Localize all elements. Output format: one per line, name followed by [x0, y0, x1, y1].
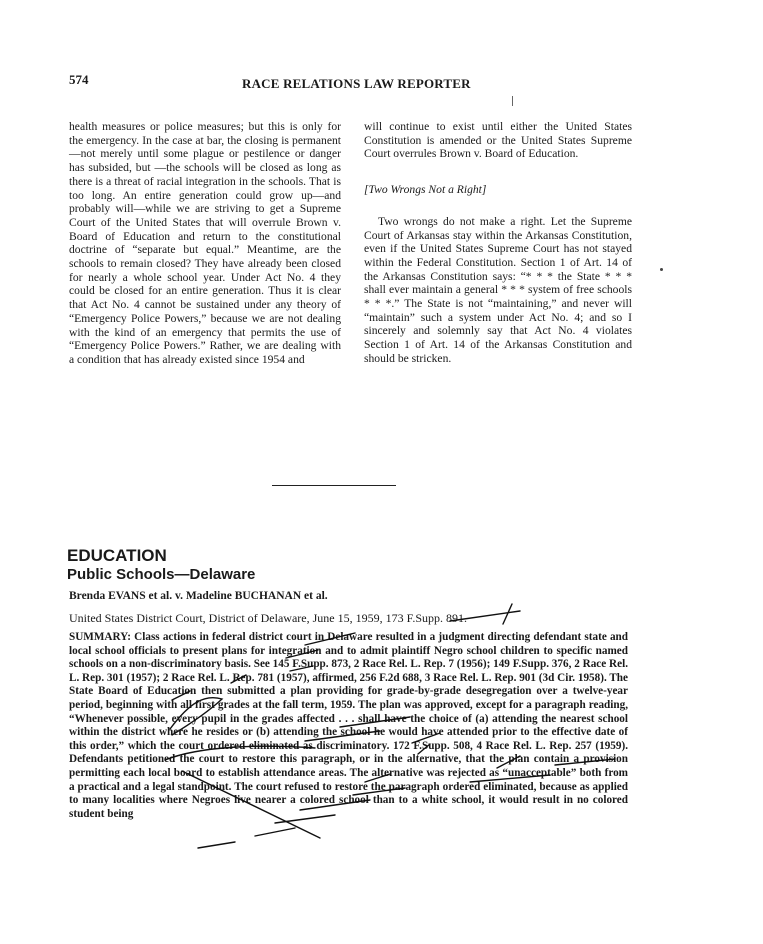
scan-speck: [660, 268, 663, 271]
scan-tick-mark: [512, 96, 513, 106]
section-title: EDUCATION: [67, 546, 167, 565]
summary-label: SUMMARY:: [69, 631, 131, 643]
right-column: [364, 120, 632, 366]
summary-text: Class actions in federal district court in Delaware resulted in a judgment directing defendant state and local school officials to present plans for integration and to admit plaintiff Negro school children to specific named schools on a non-discriminatory basis. See 145 F.Supp. 873, 2 Race Rel. L. Rep. 7 (1956); 149 F.Supp. 376, 2 Race Rel. L. Rep. 301 (1957); 2 Race Rel. L. Rep. 781 (1957), affirmed, 256 F.2d 688, 3 Race Rel. L. Rep. 901 (3d Cir. 1958). The State Board of Education then submitted a plan providing for grade-by-grade desegregation over a twelve-year period, beginning with all first grades at the fall term, 1959. The plan was approved, except for a paragraph reading, “Whenever possible, every pupil in the grades affected . . . shall have the choice of (a) attending the nearest school within the district where he resides or (b) attending the school he would have attended prior to the effective date of this order,” which the court ordered eliminated as discriminatory. 172 F.Supp. 508, 4 Race Rel. L. Rep. 257 (1959). Defendants petitioned the court to restore this paragraph, or in the alternative, that the plan contain a provision permitting each local board to establish attendance areas. The alternative was rejected as “unacceptable” both from a practical and a legal standpoint. The court refused to restore the paragraph ordered eliminated, because as applied to many localities where Negroes live nearer a colored school than to a white school, it would result in no colored student being: [69, 631, 629, 820]
court-citation: United States District Court, District of Delaware, June 15, 1959, 173 F.Supp. 891.: [69, 611, 467, 625]
strike-mark-and: [255, 828, 295, 836]
left-column-text: health measures or police measures; but this is only for the emergency. In the case at bar, the closing is permanent—not merely until some plague or pestilence or danger has subsided, but —the schools will be closed as long as there is a threat of racial integration in the schools. That is too long. An entire generation could grow up—and probably will—while we are striving to get a Supreme Court of the United States that will overrule Brown v. Board of Education and return to the constitutional doctrine of “separate but equal.” Meantime, are the schools to remain closed? They have already been closed for nearly a whole school year. Under Act No. 4 they could be closed for an entire generation. Thus it is clear that Act No. 4 cannot be sustained under any theory of “Emergency Police Powers,” because we are not dealing with the kind of an emergency that permits the use of “Emergency Police Powers.” Rather, we are dealing with a condition that has already existed since 1954 and: [69, 120, 341, 366]
section-divider-rule: [272, 485, 396, 486]
page-number: 574: [69, 72, 89, 87]
case-summary: [69, 631, 628, 821]
left-column: [69, 120, 341, 367]
case-title: Brenda EVANS et al. v. Madeline BUCHANAN et al.: [69, 590, 328, 602]
right-column-subheading: [Two Wrongs Not a Right]: [364, 183, 487, 197]
right-column-paragraph-2: Two wrongs do not make a right. Let the Supreme Court of Arkansas stay within the Arkansas Constitution, even if the United States Supreme Court has not stayed within the Federal Constitution. Section 1 of Art. 14 of the Arkansas Constitution says: “* * * the State * * * shall ever maintain a general * * * system of free schools * * *.” The State is not “maintaining,” and never will “maintain” such a system under Act No. 4; and so I sincerely and solemnly say that Act No. 4 violates Section 1 of Art. 14 of the Arkansas Constitution and should be stricken.: [364, 214, 632, 365]
section-subtitle: Public Schools—Delaware: [67, 566, 256, 583]
strike-mark-eliminated: [198, 842, 235, 848]
running-head: RACE RELATIONS LAW REPORTER: [242, 76, 471, 91]
right-column-paragraph-1: will continue to exist until either the United States Constitution is amended or the United States Supreme Court overrules Brown v. Board of Education.: [364, 120, 632, 161]
